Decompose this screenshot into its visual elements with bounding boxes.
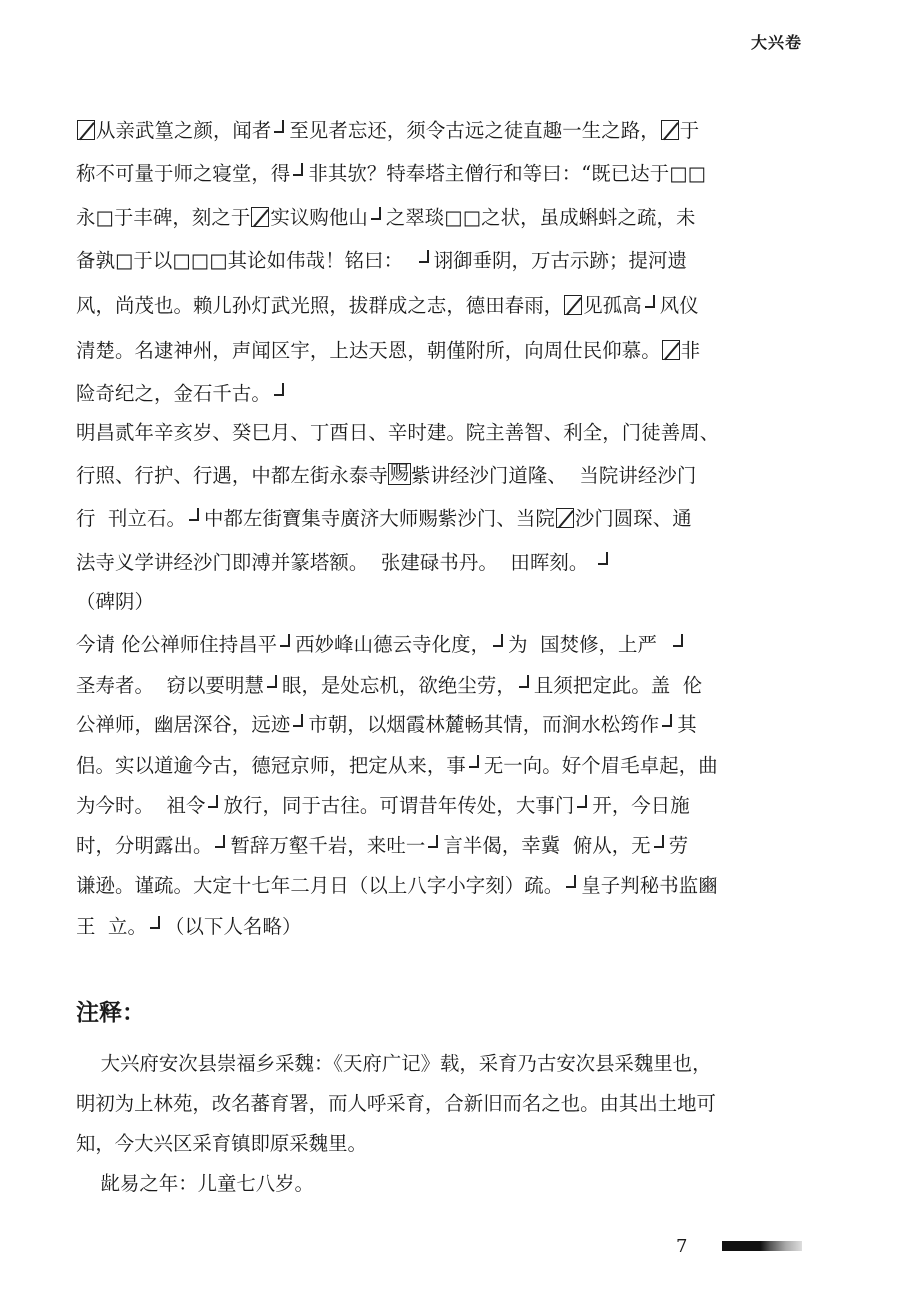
inscription-text-segment: 言半偈，幸冀 俯从，无 [443, 834, 651, 857]
inscription-line [76, 164, 706, 183]
inscription-line [76, 295, 699, 315]
inscription-text-segment: 法寺义学讲经沙门即溥并篆塔额。 张建碌书丹。 田晖刻。 [76, 551, 595, 574]
note-line: 知，今大兴区采育镇即原采魏里。 [76, 1132, 367, 1155]
note-line: 大兴府安次县崇福乡采魏：《天府广记》载，采育乃古安次县采魏里也， [76, 1052, 712, 1075]
inscription-text-segment: 且须把定此。盖 伦 [533, 674, 703, 697]
inscription-line [76, 251, 687, 270]
inscription-line [76, 796, 690, 815]
line-break-mark-icon [428, 835, 438, 848]
line-break-mark-icon [274, 120, 284, 133]
inscription-text-segment: 王 立。 [76, 915, 147, 938]
missing-character-box-icon [661, 120, 679, 140]
missing-character-box-icon [556, 508, 574, 528]
inscription-text-segment: 实议购他山 [270, 205, 368, 229]
inscription-line [76, 508, 692, 528]
inscription-text-segment: 从亲武篁之颜，闻者 [96, 118, 272, 142]
inscription-text-segment: 沙门圆琛、通 [574, 506, 692, 530]
line-break-mark-icon [215, 835, 225, 848]
inscription-text-segment: 皇子判秘书监豳 [581, 874, 718, 897]
line-break-mark-icon [662, 714, 672, 727]
inscription-line [76, 635, 688, 654]
line-break-mark-icon [577, 795, 587, 808]
inscription-text-segment: 之翠琰□□之状，虽成蝌蚪之疏，未 [385, 205, 696, 229]
missing-character-box-icon [251, 207, 269, 227]
inscription-text-segment: 清楚。名逮神州，声闻区宇，上达天恩，朝僅附所，向周仕民仰慕。 [76, 338, 661, 362]
notes-heading: 注释： [76, 1000, 145, 1026]
line-break-mark-icon [419, 250, 429, 263]
inscription-text-segment: 圣寿者。 窃以要明慧 [76, 674, 264, 697]
inscription-line [76, 120, 699, 140]
line-break-mark-icon [293, 714, 303, 727]
inscription-text-segment: 至见者忘还，须令古远之徒直趣一生之路， [289, 118, 660, 142]
inscription-text-segment: 侣。实以道逾今古，德冠京师，把定从来，事 [76, 754, 466, 777]
note-line: 明初为上林苑，改名蕃育署，而人呼采育，合新旧而名之也。由其出土地可 [76, 1092, 716, 1115]
line-break-mark-icon [208, 795, 218, 808]
inscription-line [76, 423, 719, 442]
missing-character-box-icon [77, 120, 95, 140]
inscription-line [76, 917, 301, 936]
inscription-text-segment: 见孤高 [583, 293, 642, 317]
missing-character-box-icon [564, 295, 582, 315]
line-break-mark-icon [566, 875, 576, 888]
inscription-text-segment: 于 [679, 118, 700, 142]
inscription-text-segment: 劳 [668, 834, 689, 857]
line-break-mark-icon [598, 552, 608, 565]
inscription-text-segment: 紫讲经沙门道隆、 当院讲经沙门 [410, 463, 697, 487]
boxed-character: 赐 [389, 462, 409, 484]
inscription-text-segment: （碑阴） [76, 590, 154, 613]
inscription-text-segment: 暂辞万壑千岩，来吐一 [230, 834, 426, 857]
inscription-text-segment: 无一向。好个眉毛卓起，曲 [483, 754, 718, 777]
inscription-line [76, 836, 688, 855]
inscription-text-segment: 为今时。 祖令 [76, 794, 206, 817]
inscription-text-segment: 非其欤？特奉塔主僧行和等曰：“既已达于□□ [308, 162, 707, 185]
inscription-line [76, 756, 718, 775]
inscription-line [76, 384, 289, 403]
inscription-text-segment: 开，今日施 [592, 794, 690, 817]
inscription-text-segment: （以下人名略） [165, 915, 302, 938]
note-line: 龀易之年：儿童七八岁。 [76, 1172, 314, 1195]
inscription-line [76, 876, 718, 895]
inscription-text-segment: 为 国焚修，上严 [508, 633, 670, 656]
missing-character-box-icon [662, 340, 680, 360]
inscription-text-segment: 中都左街寶集寺廣济大师赐紫沙门、当院 [203, 506, 555, 530]
inscription-text-segment: 放行，同于古往。可谓昔年传处，大事门 [223, 794, 575, 817]
inscription-line [76, 463, 696, 485]
inscription-text-segment: 永□于丰碑，刻之于 [76, 205, 251, 229]
inscription-text-segment: 眼，是处忘机，欲绝尘劳， [281, 674, 516, 697]
inscription-line [76, 207, 696, 227]
inscription-line [76, 592, 154, 611]
line-break-mark-icon [280, 634, 290, 647]
line-break-mark-icon [293, 163, 303, 176]
inscription-text-segment: 公禅师，幽居深谷，远迹 [76, 713, 291, 736]
inscription-text-segment: 时，分明露出。 [76, 834, 213, 857]
line-break-mark-icon [274, 383, 284, 396]
inscription-text-segment: 明昌贰年辛亥岁、癸巳月、丁酉日、辛时建。院主善智、利全，门徒善周、 [76, 421, 720, 444]
inscription-text-segment: 谦逊。谨疏。大定十七年二月日（以上八字小字刻）疏。 [76, 874, 564, 897]
inscription-line [76, 676, 702, 695]
line-break-mark-icon [673, 634, 683, 647]
inscription-text-segment: 诩御垂阴，万古示跡；提河遗 [433, 249, 687, 272]
inscription-line [76, 553, 613, 572]
inscription-text-segment: 其 [677, 713, 697, 736]
line-break-mark-icon [371, 207, 381, 220]
line-break-mark-icon [493, 634, 503, 647]
inscription-text-segment: 称不可量于师之寝堂，得 [76, 162, 291, 185]
inscription-text-segment: 备孰□于以□□□其论如伟哉！铭曰： [76, 249, 416, 272]
inscription-text-segment: 今请 伦公禅师住持昌平 [76, 633, 278, 656]
inscription-text-segment: 险奇纪之，金石千古。 [76, 382, 271, 405]
inscription-text-segment: 行 刊立石。 [76, 506, 186, 530]
inscription-text-segment: 风仪 [659, 293, 699, 317]
inscription-text-segment: 西妙峰山德云寺化度， [295, 633, 491, 656]
page-number: 7 [676, 1236, 688, 1257]
line-break-mark-icon [150, 916, 160, 929]
inscription-line [76, 715, 697, 734]
line-break-mark-icon [267, 675, 277, 688]
page-footer-bar [722, 1241, 802, 1251]
line-break-mark-icon [645, 295, 655, 308]
line-break-mark-icon [189, 508, 199, 521]
inscription-text-segment: 风，尚茂也。赖儿孙灯武光照，拔群成之志，德田春雨， [76, 293, 564, 317]
inscription-line [76, 340, 700, 360]
line-break-mark-icon [654, 835, 664, 848]
inscription-text-segment: 市朝，以烟霞林麓畅其情，而涧水松筠作 [308, 713, 660, 736]
line-break-mark-icon [519, 675, 529, 688]
inscription-text-segment: 非 [680, 338, 701, 362]
running-header: 大兴卷 [750, 33, 802, 52]
line-break-mark-icon [469, 755, 479, 768]
inscription-text-segment: 行照、行护、行遇，中都左街永泰寺 [76, 463, 388, 487]
